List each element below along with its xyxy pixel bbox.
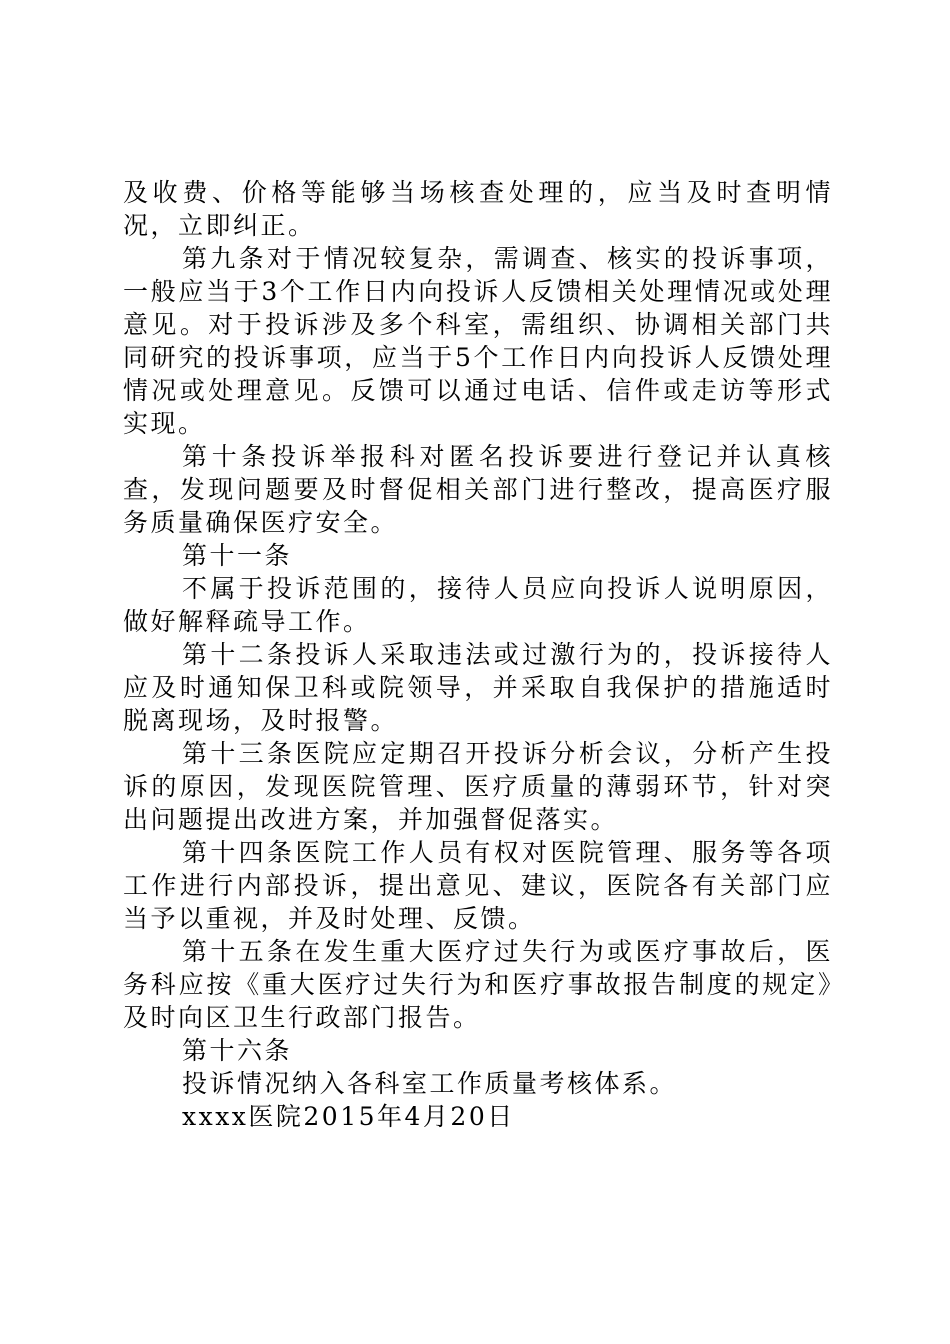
paragraph-article-10: 第十条投诉举报科对匿名投诉要进行登记并认真核查，发现问题要及时督促相关部门进行整改，提高医疗服务质量确保医疗安全。	[123, 442, 833, 537]
paragraph-article-9: 第九条对于情况较复杂，需调查、核实的投诉事项，一般应当于3个工作日内向投诉人反馈相关处理情况或处理意见。对于投诉涉及多个科室，需组织、协调相关部门共同研究的投诉事项，应当于5个工作日内向投诉人反馈处理情况或处理意见。反馈可以通过电话、信件或走访等形式实现。	[123, 244, 833, 438]
signature-date-line: xxxx医院2015年4月20日	[182, 1102, 515, 1131]
paragraph-article-13: 第十三条医院应定期召开投诉分析会议，分析产生投诉的原因，发现医院管理、医疗质量的薄弱环节，针对突出问题提出改进方案，并加强督促落实。	[123, 739, 833, 834]
document-body	[123, 176, 833, 1133]
paragraph-article-11-heading: 第十一条	[182, 541, 293, 570]
paragraph-article-15: 第十五条在发生重大医疗过失行为或医疗事故后，医务科应按《重大医疗过失行为和医疗事故报告制度的规定》及时向区卫生行政部门报告。	[123, 937, 833, 1032]
paragraph-article-14: 第十四条医院工作人员有权对医院管理、服务等各项工作进行内部投诉，提出意见、建议，医院各有关部门应当予以重视，并及时处理、反馈。	[123, 838, 833, 933]
paragraph-article-12: 第十二条投诉人采取违法或过激行为的，投诉接待人应及时通知保卫科或院领导，并采取自我保护的措施适时脱离现场，及时报警。	[123, 640, 833, 735]
paragraph-article-16-heading: 第十六条	[182, 1036, 293, 1065]
paragraph-article-11-body: 不属于投诉范围的，接待人员应向投诉人说明原因，做好解释疏导工作。	[123, 574, 833, 636]
paragraph-article-16-body: 投诉情况纳入各科室工作质量考核体系。	[182, 1069, 678, 1098]
paragraph-continuation: 及收费、价格等能够当场核查处理的，应当及时查明情况，立即纠正。	[123, 178, 833, 240]
